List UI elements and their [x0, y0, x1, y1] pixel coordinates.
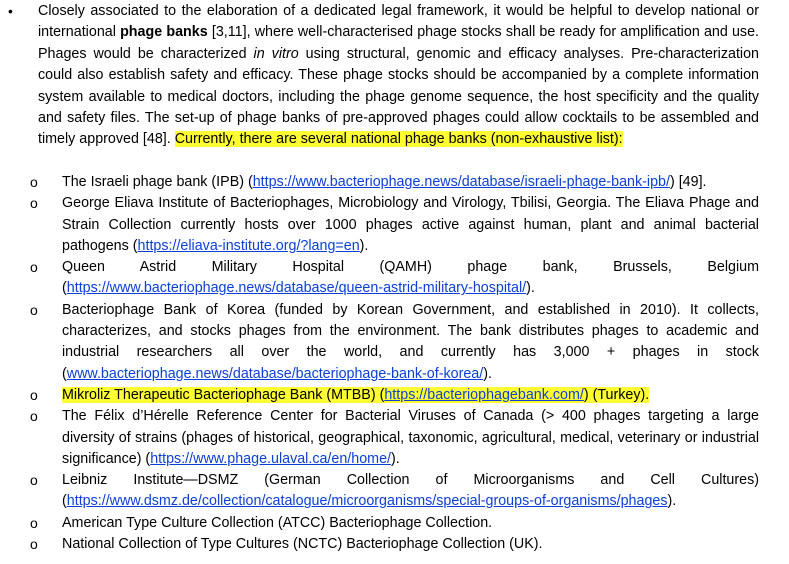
item-text-pre: Bacteriophage Bank of Korea (funded by Korean Government, and established in 2010). It collects, characterizes, and stocks phages from the environment. The bank distributes phages to academic and industrial researchers all over the world, and currently has 3,000 + phages in stock (: [62, 301, 759, 382]
list-item-text: [62, 385, 759, 406]
item-text-pre: Leibniz Institute—DSMZ (German Collection of Microorganisms and Cell Cultures) (: [62, 472, 759, 510]
item-link[interactable]: https://www.dsmz.de/collection/catalogue/microorganisms/special-groups-of-organisms/phages: [66, 493, 668, 510]
item-link[interactable]: https://eliava-institute.org/?lang=en: [137, 237, 360, 254]
item-text-pre: George Eliava Institute of Bacteriophages, Microbiology and Virology, Tbilisi, Georgia. The Eliava Phage and Strain Collection currently hosts over 1000 phages active against human, plant and animal bacterial pathogens (: [62, 195, 759, 254]
item-text-post: ).: [359, 237, 369, 254]
list-item: [0, 172, 789, 193]
item-link[interactable]: https://www.bacteriophage.news/database/israeli-phage-bank-ipb/: [252, 174, 670, 190]
sub-marker: o: [30, 174, 38, 190]
item-text-post: ) [49].: [669, 174, 707, 190]
intro-italic-in-vitro: in vitro: [253, 45, 299, 62]
item-highlight: [62, 387, 649, 403]
item-text-pre: National Collection of Type Cultures (NCTC) Bacteriophage Collection (UK).: [62, 536, 543, 553]
list-item-text: [62, 257, 759, 300]
intro-text-3: using structural, genomic and efficacy analyses. Pre-characterization could also establish safety and efficacy. These phage stocks should be accompanied by a complete information system available to medical doctors, including the phage genome sequence, the host specificity and the quality and safety files. The set-up of phage banks of pre-approved phages could allow cocktails to be assembled and timely approved [48].: [38, 45, 760, 148]
list-item: [0, 193, 789, 257]
item-text-pre: The Félix d’Hérelle Reference Center for Bacterial Viruses of Canada (> 400 phages targeting a large diversity of strains (phages of historical, geographical, taxonomic, agricultural, medical, veterinary or industrial significance) (: [62, 408, 759, 467]
list-item-text: [62, 172, 759, 193]
item-link[interactable]: https://www.phage.ulaval.ca/en/home/: [150, 450, 392, 467]
sub-marker: o: [30, 301, 38, 318]
sub-marker: o: [30, 386, 38, 403]
list-item: [0, 257, 789, 300]
list-item-text: [62, 513, 759, 534]
list-item-text: [62, 193, 759, 257]
sub-marker: o: [30, 259, 38, 276]
intro-text-1: Closely associated to the elaboration of a dedicated legal framework, it would be helpful to develop national or international: [38, 3, 759, 41]
item-text-pre: The Israeli phage bank (IPB) (: [62, 174, 253, 190]
item-text-pre: Mikroliz Therapeutic Bacteriophage Bank (MTBB) (: [62, 386, 385, 403]
list-item: [0, 534, 789, 555]
item-link[interactable]: www.bacteriophage.news/database/bacteriophage-bank-of-korea/: [66, 365, 484, 382]
item-text-pre: American Type Culture Collection (ATCC) Bacteriophage Collection.: [62, 514, 493, 531]
item-text-post: ).: [391, 450, 400, 467]
sub-marker: o: [30, 472, 38, 489]
list-item: [0, 470, 789, 513]
list-item-text: [62, 470, 759, 513]
item-text-post: ).: [667, 493, 677, 510]
list-item-text: [62, 534, 759, 555]
intro-paragraph: [38, 1, 759, 151]
sub-marker: o: [30, 536, 38, 553]
intro-highlight: Currently, there are several national phage banks (non-exhaustive list):: [174, 131, 623, 148]
list-item-text: [62, 300, 759, 385]
intro-text-2: [3,11], where well-characterised phage stocks shall be ready for amplification and use. Phages would be characterized: [38, 24, 759, 62]
item-text-post: ) (Turkey).: [583, 386, 650, 403]
intro-bold-phage-banks: phage banks: [120, 24, 208, 41]
list-item: [0, 300, 789, 385]
phage-bank-list: [0, 172, 789, 555]
bullet-marker: •: [8, 3, 13, 19]
sub-marker: o: [30, 408, 38, 425]
item-text-post: ).: [526, 280, 535, 297]
item-text-post: ).: [483, 365, 492, 382]
list-item-text: [62, 406, 759, 470]
list-item: [0, 406, 789, 470]
item-text-pre: Queen Astrid Military Hospital (QAMH) phage bank, Brussels, Belgium (: [62, 259, 759, 297]
sub-marker: o: [30, 514, 38, 531]
item-link[interactable]: https://bacteriophagebank.com/: [384, 386, 584, 403]
list-item: [0, 513, 789, 534]
list-item: [0, 385, 789, 406]
sub-marker: o: [30, 195, 38, 212]
item-link[interactable]: https://www.bacteriophage.news/database/queen-astrid-military-hospital/: [66, 280, 527, 297]
